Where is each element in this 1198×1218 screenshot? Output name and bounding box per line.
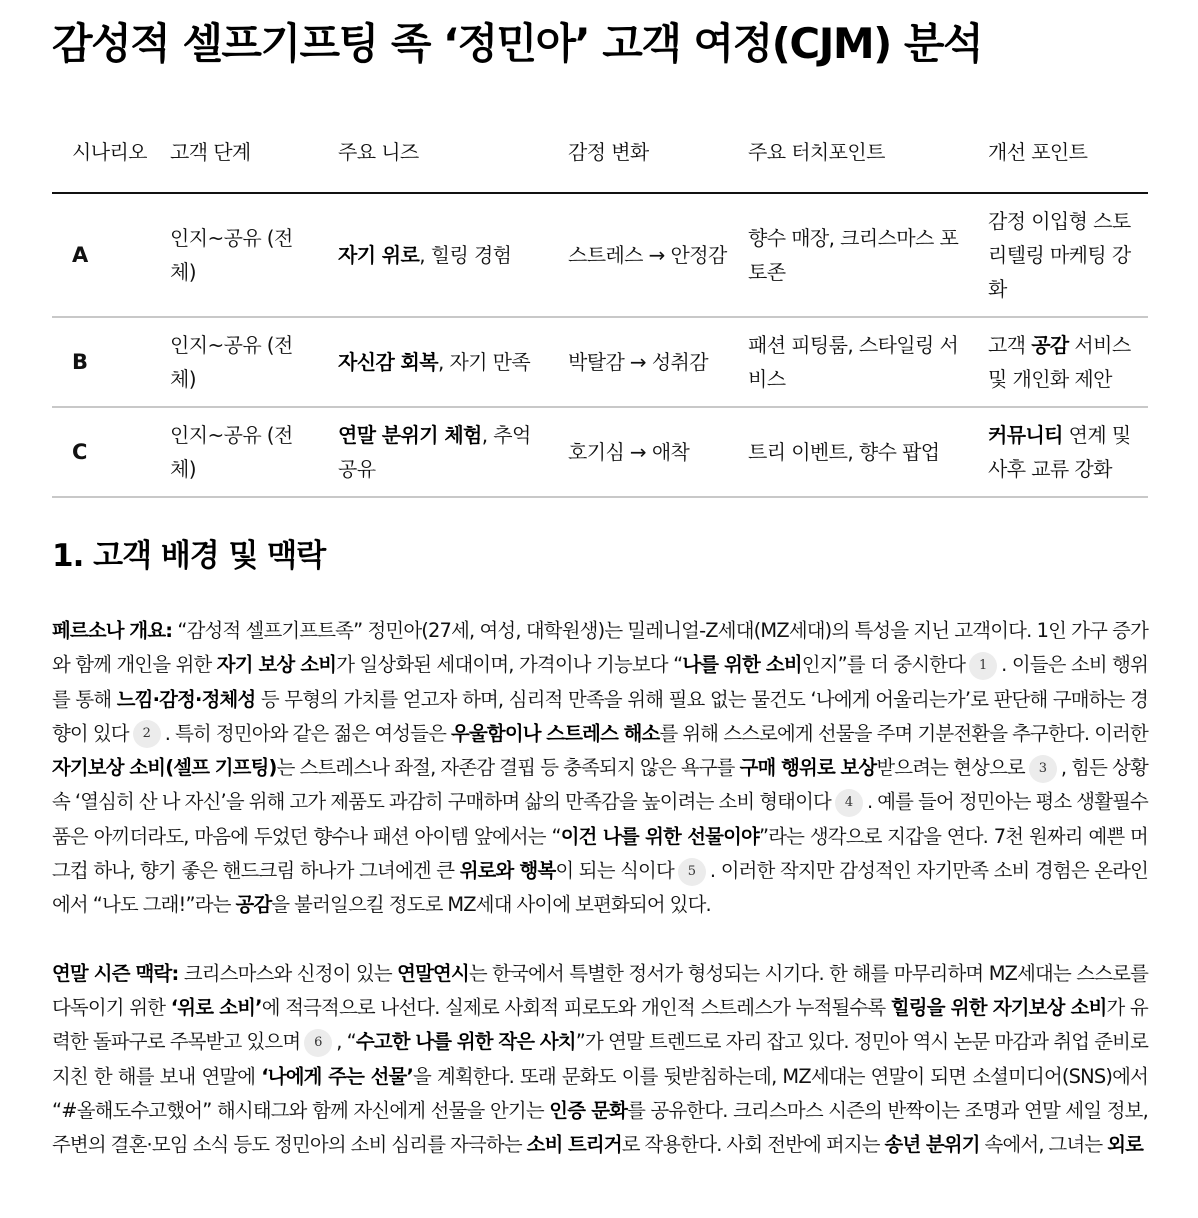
table-row: [52, 317, 1148, 407]
bold-run: 이건 나를 위한 선물이야: [560, 824, 759, 848]
text-run: . 특히 정민아와 같은 젊은 여성들은: [164, 721, 452, 745]
cell-scenario: B: [52, 317, 150, 407]
cell-improvement: [968, 407, 1148, 497]
cjm-table: [52, 112, 1148, 498]
text-run: . 이러한 작지만 감성적인 자기만족 소비 경험은 온라인에서 “나도 그래!”라는: [52, 859, 1149, 917]
bold-run: 나를 위한 소비: [682, 653, 802, 677]
bold-run: 느낌·감정·정체성: [116, 687, 256, 711]
cell-scenario: A: [52, 193, 150, 317]
bold-run: ‘위로 소비’: [170, 995, 262, 1019]
cell-touchpoints: 향수 매장, 크리스마스 포토존: [728, 193, 968, 317]
table-row: [52, 407, 1148, 497]
bold-run: 소비 트리거: [526, 1133, 622, 1157]
cell-stage: 인지~공유 (전체): [150, 317, 318, 407]
header-scenario: 시나리오: [52, 112, 150, 193]
bold-run: 힐링을 위한 자기보상 소비: [890, 995, 1107, 1019]
cell-emotion: 호기심 → 애착: [548, 407, 728, 497]
bold-run: 공감: [235, 893, 272, 917]
text-run: , 힘든 상황 속 ‘열심히 산 나 자신’을 위해 고가 제품도 과감히 구매하며 삶의 만족감을 높이려는 소비 형태이다: [52, 756, 1148, 814]
page-title: 감성적 셀프기프팅 족 ‘정민아’ 고객 여정(CJM) 분석: [52, 19, 983, 68]
table-header-row: [52, 112, 1148, 193]
bold-run: 연말연시: [397, 961, 469, 985]
text-run: 에 적극적으로 나선다. 실제로 사회적 피로도와 개인적 스트레스가 누적될수록: [261, 995, 891, 1019]
cell-improvement: [968, 317, 1148, 407]
text-run: 등 무형의 가치를 얻고자 하며, 심리적 만족을 위해 필요 없는 물건도 ‘나에게 어울리는가’로 판단해 구매하는 경향이 있다: [52, 687, 1149, 745]
bold-run: 구매 행위로 보상: [739, 756, 877, 780]
cell-needs: [318, 193, 548, 317]
bold-run: 수고한 나를 위한 작은 사치: [355, 1030, 576, 1054]
text-run: 는 스트레스나 좌절, 자존감 결핍 등 충족되지 않은 욕구를: [276, 756, 740, 780]
citation-badge[interactable]: 5: [678, 858, 706, 886]
persona-paragraph: [52, 614, 1148, 923]
header-improvement: 개선 포인트: [968, 112, 1148, 193]
citation-badge[interactable]: 1: [969, 652, 997, 680]
text-run: . 예를 들어 정민아는 평소 생활필수품은 아끼더라도, 마음에 두었던 향수나 패션 아이템 앞에서는 “: [52, 790, 1148, 848]
bold-run: ‘나에게 주는 선물’: [261, 1064, 414, 1088]
cell-improvement: [968, 193, 1148, 317]
improve-bold: 공감: [1031, 333, 1069, 357]
text-run: 을 계획한다. 또래 문화도 이를 뒷받침하는데, MZ세대는 연말이 되면 소셜미디어(SNS)에서 “#올해도수고했어” 해시태그와 함께 자신에게 선물을 안기는: [52, 1064, 1148, 1122]
text-run: 을 불러일으킬 정도로 MZ세대 사이에 보편화되어 있다.: [271, 893, 711, 917]
cell-needs: [318, 407, 548, 497]
cell-stage: 인지~공유 (전체): [150, 193, 318, 317]
bold-run: 송년 분위기: [884, 1133, 980, 1157]
season-label: 연말 시즌 맥락:: [52, 961, 179, 985]
text-run: 이 되는 식이다: [555, 859, 674, 883]
text-run: . 이들은 소비 행위를 통해: [52, 653, 1149, 711]
text-run: 가 일상화된 세대이며, 가격이나 기능보다 “: [336, 653, 683, 677]
text-run: 는 한국에서 특별한 정서가 형성되는 시기다. 한 해를 마무리하며 MZ세대는 스스로를 다독이기 위한: [52, 961, 1149, 1019]
text-run: 속에서, 그녀는: [979, 1133, 1108, 1157]
needs-bold: 자신감 회복: [338, 350, 438, 374]
text-run: “감성적 셀프기프트족” 정민아(27세, 여성, 대학원생)는 밀레니얼-Z세대(MZ세대)의 특성을 지닌 고객이다. 1인 가구 증가와 함께 개인을 위한: [52, 619, 1148, 677]
text-run: ”가 연말 트렌드로 자리 잡고 있다. 정민아 역시 논문 마감과 취업 준비로 지친 한 해를 보내 연말에: [52, 1030, 1148, 1088]
cell-touchpoints: 트리 이벤트, 향수 팝업: [728, 407, 968, 497]
text-run: 인지”를 더 중시한다: [801, 653, 966, 677]
bold-run: 외로: [1107, 1133, 1144, 1157]
header-emotion: 감정 변화: [548, 112, 728, 193]
improve-pre: 고객: [988, 333, 1032, 357]
cell-stage: 인지~공유 (전체): [150, 407, 318, 497]
text-run: 받으려는 현상으로: [876, 756, 1025, 780]
table-row: [52, 193, 1148, 317]
text-run: 가 유력한 돌파구로 주목받고 있으며: [52, 995, 1148, 1054]
cell-touchpoints: 패션 피팅룸, 스타일링 서비스: [728, 317, 968, 407]
needs-rest: , 자기 만족: [437, 350, 531, 374]
improve-rest: 감정 이입형 스토리텔링 마케팅 강화: [988, 209, 1131, 301]
citation-badge[interactable]: 3: [1029, 755, 1057, 783]
bold-run: 인증 문화: [549, 1098, 628, 1122]
cell-scenario: C: [52, 407, 150, 497]
citation-badge[interactable]: 6: [304, 1029, 332, 1057]
improve-bold: 커뮤니티: [988, 423, 1063, 447]
cell-needs: [318, 317, 548, 407]
citation-badge[interactable]: 2: [133, 720, 161, 748]
improve-rest: 서비스 및 개인화 제안: [988, 333, 1131, 391]
persona-label: 페르소나 개요:: [52, 619, 173, 642]
needs-rest: , 힐링 경험: [419, 243, 512, 267]
header-needs: 주요 니즈: [318, 112, 548, 193]
text-run: 로 작용한다. 사회 전반에 퍼지는: [621, 1133, 885, 1157]
text-run: 크리스마스와 신정이 있는: [178, 961, 398, 985]
text-run: 를 공유한다. 크리스마스 시즌의 반짝이는 조명과 연말 세일 정보, 주변의 결혼·모임 소식 등도 정민아의 소비 심리를 자극하는: [52, 1098, 1148, 1157]
text-run: ”라는 생각으로 지갑을 연다. 7천 원짜리 예쁜 머그컵 하나, 향기 좋은 핸드크림 하나가 그녀에겐 큰: [52, 824, 1148, 883]
header-stage: 고객 단계: [150, 112, 318, 193]
header-touchpoints: 주요 터치포인트: [728, 112, 968, 193]
cell-emotion: 스트레스 → 안정감: [548, 193, 728, 317]
bold-run: 우울함이나 스트레스 해소: [451, 721, 660, 745]
citation-badge[interactable]: 4: [835, 789, 863, 817]
season-paragraph: [52, 957, 1148, 1163]
needs-bold: 연말 분위기 체험: [338, 423, 482, 447]
needs-bold: 자기 위로: [338, 243, 420, 267]
improve-rest: 연계 및 사후 교류 강화: [988, 423, 1131, 481]
section-heading: 1. 고객 배경 및 맥락: [52, 538, 326, 574]
needs-rest: , 추억 공유: [338, 423, 531, 481]
bold-run: 위로와 행복: [459, 859, 556, 883]
bold-run: 자기보상 소비(셀프 기프팅): [52, 756, 277, 780]
cell-emotion: 박탈감 → 성취감: [548, 317, 728, 407]
bold-run: 자기 보상 소비: [216, 653, 337, 677]
text-run: 를 위해 스스로에게 선물을 주며 기분전환을 추구한다. 이러한: [659, 721, 1148, 745]
text-run: , “: [336, 1030, 356, 1054]
